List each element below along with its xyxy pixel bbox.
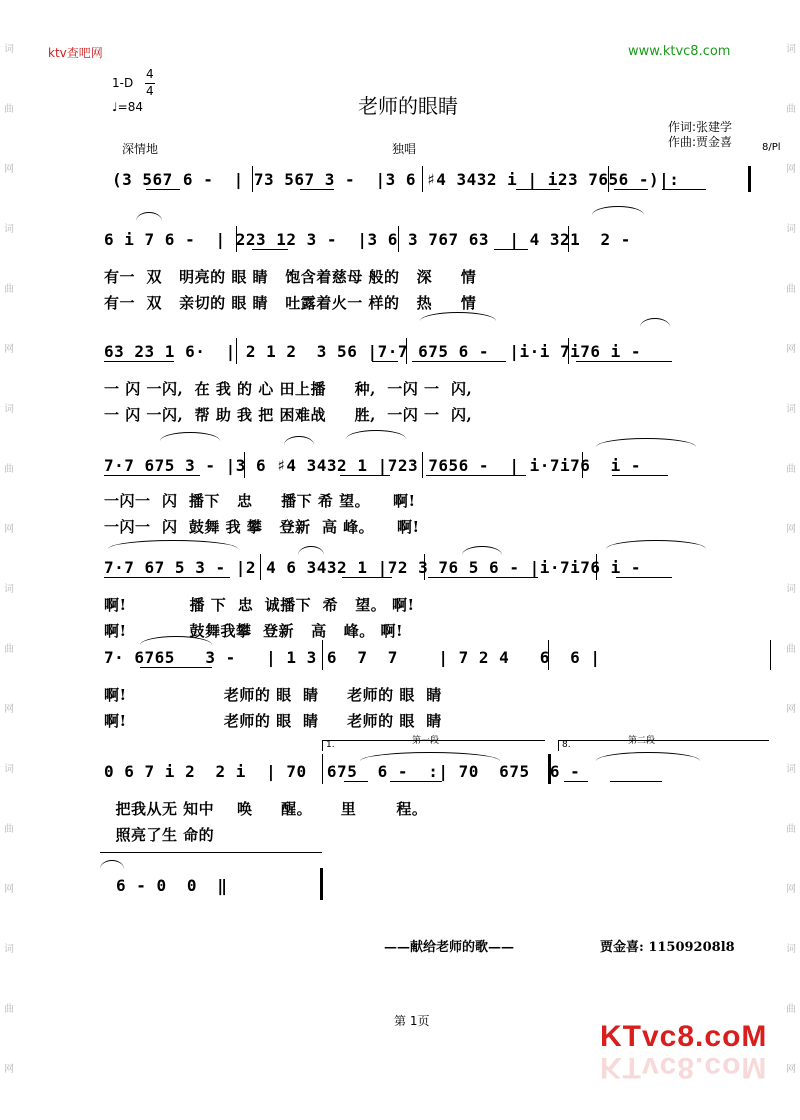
lyric-verse-2: 一闪一 闪 鼓舞 我 攀 登新 高 峰。 啊! — [104, 518, 420, 536]
slur — [420, 312, 496, 321]
lyricist-credit: 作词:张建学 — [668, 120, 733, 134]
beam — [140, 667, 212, 668]
volta-second-label: 第二段 — [628, 736, 656, 746]
slur — [160, 432, 220, 441]
watermark-text: 词 — [786, 764, 796, 775]
bar-line — [322, 754, 323, 784]
lyric-verse-1: 一 闪 一闪, 在 我 的 心 田上播 种, 一闪 一 闪, — [104, 380, 473, 398]
watermark-text: 网 — [786, 164, 796, 175]
bar-line — [424, 554, 425, 580]
watermark-text: 曲 — [4, 104, 14, 115]
bar-line — [422, 452, 423, 478]
bar-line — [582, 452, 583, 478]
author-contact: 贾金喜: 11509208l8 — [600, 940, 735, 955]
slur — [640, 318, 670, 327]
site-logo-reflection: KTvc8.coM — [600, 1051, 768, 1084]
volta-second — [558, 740, 769, 751]
beam — [614, 189, 648, 190]
watermark-text: 词 — [786, 944, 796, 955]
site-link-right[interactable]: www.ktvc8.com — [628, 44, 731, 59]
bar-line — [568, 226, 569, 252]
watermark-text: 网 — [786, 344, 796, 355]
watermark-text: 词 — [4, 944, 14, 955]
watermark-text: 曲 — [786, 464, 796, 475]
performance-mark: 独唱 — [392, 142, 417, 156]
watermark-text: 曲 — [786, 284, 796, 295]
repeat-bar — [748, 166, 751, 192]
beam — [146, 189, 180, 190]
staff-line — [100, 852, 322, 853]
composer-credit: 作曲:贾金喜 — [668, 135, 733, 149]
notation-row-2: 6 i 7 6 - | 223 12 3 - |3 6 3 767 63 | 4 321 2 - — [104, 230, 631, 249]
watermark-text: 曲 — [4, 824, 14, 835]
watermark-text: 曲 — [4, 464, 14, 475]
side-watermark-right — [784, 40, 798, 1120]
site-link-left[interactable]: ktv查吧网 — [48, 46, 103, 60]
notation-row-4: 7·7 675 3 - |3 6 ♯4 3432 1 |723 7656 - | i·7i76 i - — [104, 456, 642, 475]
beam — [412, 361, 506, 362]
notation-row-8: 6 - 0 0 ‖ — [116, 876, 228, 895]
bar-line — [406, 338, 407, 364]
system-marker: 8/Pl — [762, 142, 781, 153]
bar-line — [252, 166, 253, 192]
beam — [610, 781, 662, 782]
volta-first-number: 1. — [326, 740, 335, 750]
watermark-text: 词 — [786, 404, 796, 415]
watermark-text: 网 — [786, 524, 796, 535]
beam — [300, 189, 334, 190]
lyric-verse-2: 啊! 老师的 眼 睛 老师的 眼 睛 — [104, 712, 442, 730]
beam — [342, 577, 392, 578]
bar-line — [422, 166, 423, 192]
volta-second-number: 8. — [562, 740, 571, 750]
notation-row-3: 63 23 1 6· | 2 1 2 3 56 |7·7 675 6 - |i·i 7i76 i - — [104, 342, 642, 361]
watermark-text: 词 — [4, 584, 14, 595]
final-bar — [320, 868, 323, 900]
volta-first-label: 第一段 — [412, 736, 440, 746]
bar-line — [770, 640, 771, 670]
beam — [612, 475, 668, 476]
watermark-text: 词 — [4, 224, 14, 235]
expression-mark: 深情地 — [122, 142, 159, 156]
beam — [662, 189, 706, 190]
triplet-slur — [596, 438, 696, 447]
beam — [494, 249, 528, 250]
repeat-end-bar — [548, 754, 551, 784]
watermark-text: 曲 — [4, 1004, 14, 1015]
watermark-text: 词 — [4, 404, 14, 415]
lyric-verse-1: 一闪一 闪 播下 忠 播下 希 望。 啊! — [104, 492, 416, 510]
page-number: 第 1页 — [394, 1014, 430, 1028]
watermark-text: 词 — [786, 44, 796, 55]
slur — [298, 546, 324, 555]
lyric-verse-1: 把我从无 知中 唤 醒。 里 程。 — [104, 800, 428, 818]
watermark-text: 曲 — [786, 644, 796, 655]
watermark-text: 词 — [4, 764, 14, 775]
side-watermark-left — [2, 40, 16, 1120]
watermark-text: 网 — [4, 344, 14, 355]
slur — [592, 206, 644, 215]
slur — [360, 752, 500, 761]
beam — [344, 781, 368, 782]
bar-line — [596, 554, 597, 580]
lyric-verse-2: 有一 双 亲切的 眼 睛 吐露着火一 样的 热 情 — [104, 294, 477, 312]
beam — [390, 781, 442, 782]
watermark-text: 曲 — [786, 824, 796, 835]
notation-row-5: 7·7 67 5 3 - |2 4 6 3432 1 |72 3 76 5 6 - |i·7i76 i - — [104, 558, 642, 577]
beam — [616, 577, 672, 578]
watermark-text: 网 — [4, 884, 14, 895]
watermark-text: 网 — [786, 704, 796, 715]
beam — [340, 475, 390, 476]
lyric-verse-1: 有一 双 明亮的 眼 睛 饱含着慈母 般的 深 情 — [104, 268, 477, 286]
bar-line — [568, 338, 569, 364]
beam — [428, 577, 538, 578]
watermark-text: 词 — [786, 584, 796, 595]
bar-line — [322, 640, 323, 670]
notation-row-1: (3 567 6 - | 73 567 3 - |3 6 ♯4 3432 i | i23 7656 -)|: — [112, 170, 680, 189]
bar-line — [548, 640, 549, 670]
dedication: ——献给老师的歌—— — [384, 940, 515, 955]
bar-line — [236, 338, 237, 364]
beam — [516, 189, 560, 190]
key-signature: 1-D — [112, 76, 134, 90]
lyric-verse-1: 啊! 播 下 忠 诚播下 希 望。 啊! — [104, 596, 415, 614]
slur — [108, 540, 238, 549]
beam — [252, 249, 288, 250]
slur — [284, 436, 314, 445]
beam — [576, 361, 672, 362]
bar-line — [244, 452, 245, 478]
watermark-text: 网 — [4, 524, 14, 535]
song-title: 老师的眼睛 — [358, 94, 458, 118]
tempo-mark: ♩=84 — [112, 100, 143, 114]
bar-line — [398, 226, 399, 252]
watermark-text: 网 — [4, 164, 14, 175]
watermark-text: 网 — [786, 884, 796, 895]
watermark-text: 曲 — [4, 284, 14, 295]
lyric-verse-1: 啊! 老师的 眼 睛 老师的 眼 睛 — [104, 686, 442, 704]
slur — [462, 546, 502, 555]
slur — [100, 860, 124, 869]
watermark-text: 网 — [786, 1064, 796, 1075]
lyric-verse-2: 啊! 鼓舞我攀 登新 高 峰。 啊! — [104, 622, 404, 640]
slur — [136, 212, 162, 221]
watermark-text: 曲 — [4, 644, 14, 655]
slur — [596, 752, 700, 761]
watermark-text: 词 — [786, 224, 796, 235]
lyric-verse-2: 照亮了生 命的 — [104, 826, 215, 844]
watermark-text: 词 — [4, 44, 14, 55]
beam — [372, 361, 398, 362]
bar-line — [236, 226, 237, 252]
beam — [426, 475, 526, 476]
watermark-text: 曲 — [786, 104, 796, 115]
watermark-text: 曲 — [786, 1004, 796, 1015]
bar-line — [260, 554, 261, 580]
site-logo[interactable]: KTvc8.coM — [600, 1020, 768, 1053]
watermark-text: 网 — [4, 704, 14, 715]
notation-row-6: 7· 6765 3 - | 1 3 6 7 7 | 7 2 4 6 6 | — [104, 648, 601, 667]
time-signature-bottom: 4 — [146, 84, 154, 98]
beam — [104, 577, 230, 578]
beam — [104, 475, 200, 476]
bar-line — [608, 166, 609, 192]
time-signature-top: 4 — [146, 67, 154, 81]
lyric-verse-2: 一 闪 一闪, 帮 助 我 把 困难战 胜, 一闪 一 闪, — [104, 406, 473, 424]
triplet-slur — [606, 540, 706, 549]
slur — [346, 430, 406, 439]
beam — [104, 361, 174, 362]
beam — [564, 781, 588, 782]
watermark-text: 网 — [4, 1064, 14, 1075]
notation-row-7: 0 6 7 i 2 2 i | 70 675 6 - :| 70 675 6 - — [104, 762, 581, 781]
